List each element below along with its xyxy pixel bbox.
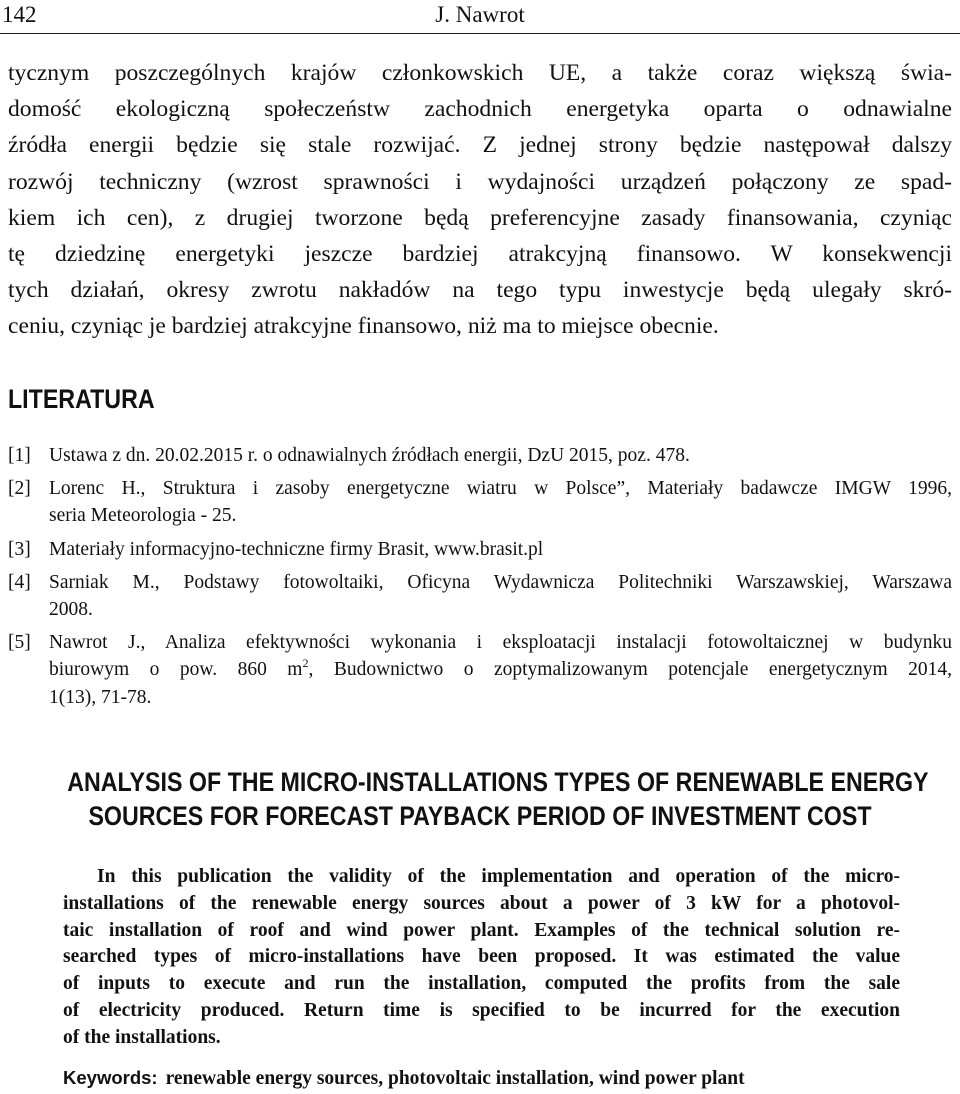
header-rule	[0, 33, 960, 34]
reference-item	[8, 442, 952, 469]
reference-number: [4]	[8, 571, 31, 593]
abstract-line: of inputs to execute and run the installation, computed the profits from the sale	[63, 973, 900, 995]
body-line: domość ekologiczną społeczeństw zachodnich energetyka oparta o odnawialne	[8, 96, 952, 123]
running-head-author: J. Nawrot	[435, 2, 525, 27]
body-line: ceniu, czyniąc je bardziej atrakcyjne finansowo, niż ma to miejsce obecnie.	[8, 313, 719, 340]
reference-text: Materiały informacyjno-techniczne firmy Brasit, www.brasit.pl	[49, 538, 544, 560]
reference-text: , Budownictwo o zoptymalizowanym potencjale energetycznym 2014,	[308, 659, 952, 681]
abstract-line: taic installation of roof and wind power plant. Examples of the technical solution re-	[63, 919, 900, 941]
reference-number: [2]	[8, 478, 31, 500]
reference-number: [3]	[8, 538, 31, 560]
abstract-line: searched types of micro-installations have been proposed. It was estimated the value	[63, 946, 900, 968]
reference-text: 1(13), 71-78.	[49, 686, 152, 708]
reference-item	[8, 569, 952, 623]
page-number: 142	[2, 2, 37, 27]
abstract-line: of electricity produced. Return time is specified to be incurred for the execution	[63, 999, 900, 1021]
body-paragraph	[8, 55, 952, 345]
keywords-line	[63, 1067, 745, 1090]
literature-heading: LITERATURA	[8, 384, 155, 414]
english-title	[67, 765, 929, 833]
reference-text: Ustawa z dn. 20.02.2015 r. o odnawialnych źródłach energii, DzU 2015, poz. 478.	[49, 445, 690, 466]
page-header	[0, 0, 960, 36]
reference-text: 2008.	[49, 599, 93, 621]
superscript-exponent: 2	[302, 656, 309, 671]
reference-item	[8, 475, 952, 529]
keywords-label: Keywords:	[63, 1067, 158, 1088]
english-title-line: ANALYSIS OF THE MICRO-INSTALLATIONS TYPES OF RENEWABLE ENERGY	[67, 767, 929, 797]
english-title-line: SOURCES FOR FORECAST PAYBACK PERIOD OF INVESTMENT COST	[88, 801, 872, 831]
body-line: źródła energii będzie się stale rozwijać. Z jednej strony będzie następował dalszy	[8, 132, 952, 159]
body-line: tycznym poszczególnych krajów członkowskich UE, a także coraz większą świa-	[8, 60, 952, 86]
body-line: tych działań, okresy zwrotu nakładów na tego typu inwestycje będą ulegały skró-	[8, 277, 952, 304]
body-line: tę dziedzinę energetyki jeszcze bardziej atrakcyjną finansowo. W konsekwencji	[8, 241, 952, 268]
body-line: rozwój techniczny (wzrost sprawności i wydajności urządzeń połączony ze spad-	[8, 168, 952, 195]
reference-text: Sarniak M., Podstawy fotowoltaiki, Oficyna Wydawnicza Politechniki Warszawskiej, Warszawa	[49, 571, 952, 593]
reference-text: seria Meteorologia - 25.	[49, 505, 237, 527]
reference-number: [1]	[8, 445, 31, 466]
abstract-line: installations of the renewable energy sources about a power of 3 kW for a photovol-	[63, 892, 900, 914]
reference-text: Lorenc H., Struktura i zasoby energetyczne wiatru w Polsce”, Materiały badawcze IMGW 1996,	[49, 478, 952, 500]
abstract-line: In this publication the validity of the implementation and operation of the micro-	[97, 866, 900, 887]
reference-text: Nawrot J., Analiza efektywności wykonania i eksploatacji instalacji fotowoltaicznej w budynku	[49, 632, 952, 654]
reference-list	[8, 442, 952, 717]
body-line: kiem ich cen), z drugiej tworzone będą preferencyjne zasady finansowania, czyniąc	[8, 204, 952, 231]
abstract-line: of the installations.	[63, 1026, 221, 1048]
reference-text: biurowym o pow. 860 m	[49, 659, 303, 681]
reference-item	[8, 536, 952, 563]
keywords-text: renewable energy sources, photovoltaic installation, wind power plant	[165, 1068, 745, 1089]
english-abstract	[63, 864, 900, 1052]
reference-number: [5]	[8, 632, 31, 654]
reference-item	[8, 629, 952, 711]
reference-text-line	[49, 656, 952, 683]
